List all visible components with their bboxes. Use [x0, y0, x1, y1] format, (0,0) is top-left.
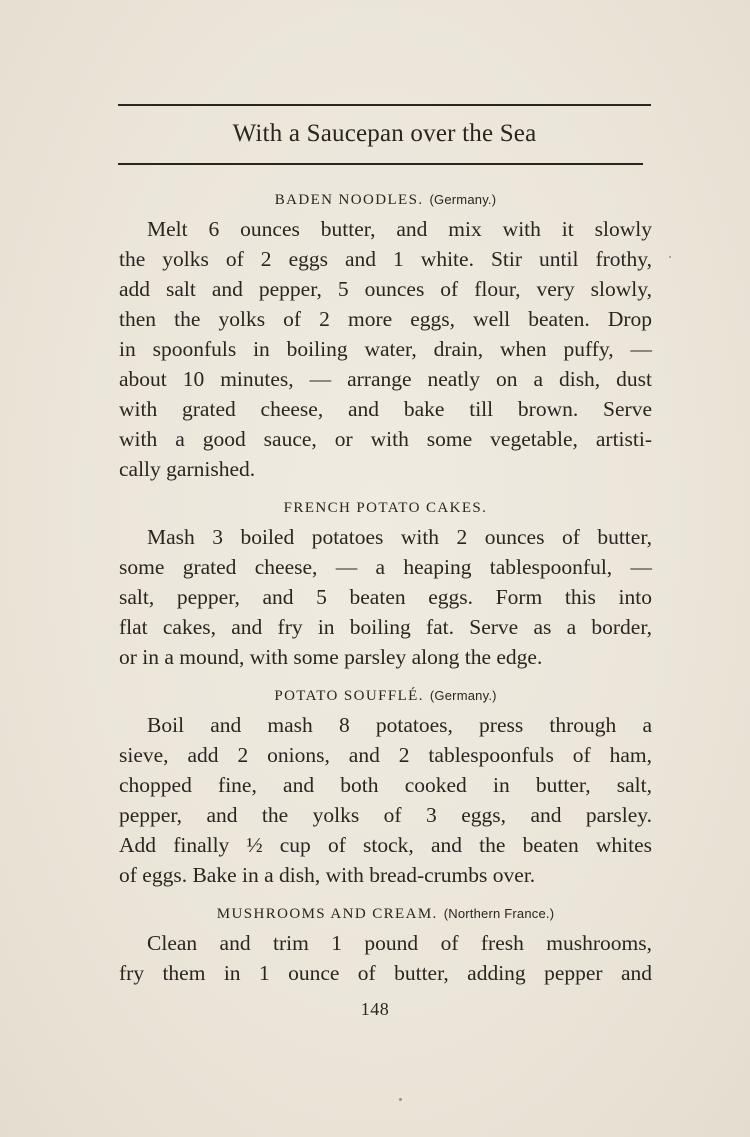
- header-rule-bottom: [118, 163, 643, 165]
- recipe-potato-souffle: [119, 682, 652, 890]
- recipe-origin: (Northern France.): [443, 906, 555, 921]
- recipe-mushrooms-and-cream: [119, 900, 652, 988]
- text-line: then the yolks of 2 more eggs, well beaten. Drop: [119, 307, 652, 331]
- running-head: With a Saucepan over the Sea: [232, 120, 537, 147]
- text-line: Melt 6 ounces butter, and mix with it slowly: [147, 217, 652, 241]
- text-line: cally garnished.: [119, 457, 256, 481]
- text-line: sieve, add 2 onions, and 2 tablespoonfuls of ham,: [119, 743, 652, 767]
- recipe-title: MUSHROOMS AND CREAM.: [216, 906, 438, 922]
- recipe-heading: [119, 682, 652, 710]
- text-line: with grated cheese, and bake till brown. Serve: [119, 397, 652, 421]
- text-line: chopped fine, and both cooked in butter, salt,: [119, 773, 652, 797]
- recipe-french-potato-cakes: [119, 494, 652, 672]
- page-body: [119, 186, 652, 998]
- recipe-heading: [119, 494, 652, 522]
- text-line: fry them in 1 ounce of butter, adding pepper and: [119, 961, 652, 985]
- text-line: with a good sauce, or with some vegetable, artisti-: [119, 427, 652, 451]
- text-line: salt, pepper, and 5 beaten eggs. Form this into: [119, 585, 652, 609]
- paper-speck: [399, 1098, 402, 1101]
- header-rule-top: [118, 104, 651, 106]
- recipe-text: [119, 522, 652, 672]
- recipe-title: BADEN NOODLES.: [274, 192, 424, 208]
- recipe-text: [119, 710, 652, 890]
- recipe-heading: [119, 900, 652, 928]
- text-line: add salt and pepper, 5 ounces of flour, very slowly,: [119, 277, 652, 301]
- recipe-title: POTATO SOUFFLÉ.: [274, 688, 424, 704]
- text-line: about 10 minutes, — arrange neatly on a dish, dust: [119, 367, 652, 391]
- text-line: flat cakes, and fry in boiling fat. Serve as a border,: [119, 615, 652, 639]
- text-line: the yolks of 2 eggs and 1 white. Stir until frothy,: [119, 247, 652, 271]
- recipe-text: [119, 214, 652, 484]
- text-line: Mash 3 boiled potatoes with 2 ounces of butter,: [147, 525, 652, 549]
- recipe-origin: (Germany.): [429, 192, 497, 207]
- recipe-title: FRENCH POTATO CAKES.: [283, 500, 488, 516]
- text-line: Clean and trim 1 pound of fresh mushrooms,: [147, 931, 652, 955]
- text-line: in spoonfuls in boiling water, drain, when puffy, —: [119, 337, 652, 361]
- recipe-baden-noodles: [119, 186, 652, 484]
- text-line: pepper, and the yolks of 3 eggs, and parsley.: [119, 803, 652, 827]
- recipe-text: [119, 928, 652, 988]
- page-number: 148: [360, 999, 390, 1019]
- text-line: of eggs. Bake in a dish, with bread-crumbs over.: [119, 863, 536, 887]
- text-line: Boil and mash 8 potatoes, press through a: [147, 713, 652, 737]
- text-line: or in a mound, with some parsley along the edge.: [119, 645, 543, 669]
- paper-speck: [669, 256, 671, 258]
- text-line: Add finally ½ cup of stock, and the beaten whites: [119, 833, 652, 857]
- text-line: some grated cheese, — a heaping tablespoonful, —: [119, 555, 652, 579]
- recipe-origin: (Germany.): [429, 688, 497, 703]
- recipe-heading: [119, 186, 652, 214]
